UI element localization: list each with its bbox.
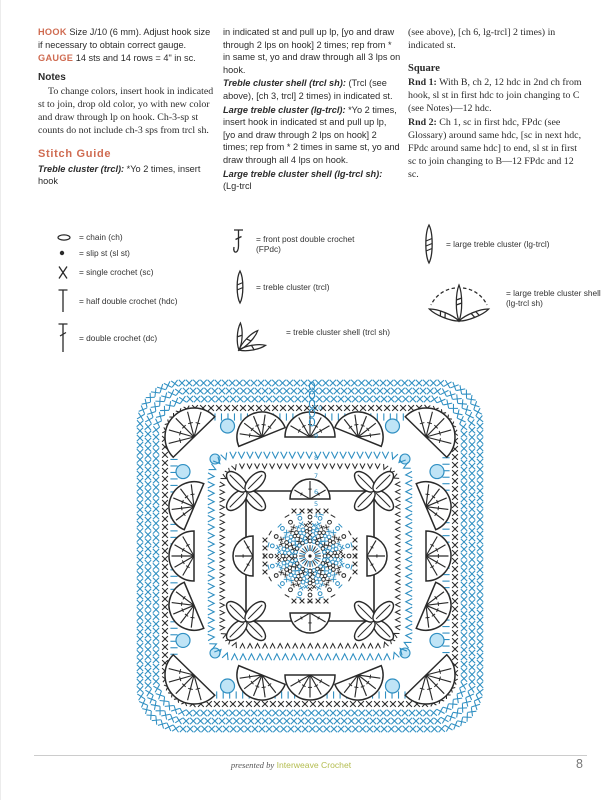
legend-label: = single crochet (sc)	[79, 266, 154, 277]
legend-label: = front post double crochet	[256, 233, 355, 244]
stitch-guide-heading: Stitch Guide	[38, 147, 112, 160]
round-2-label: Rnd 2:	[408, 117, 437, 128]
svg-text:5: 5	[314, 500, 319, 508]
hook-line	[38, 26, 216, 51]
stitch-key-column-1	[56, 230, 231, 354]
lgtrcl-definition	[223, 104, 401, 167]
svg-text:10: 10	[314, 404, 323, 412]
hook-text: Size J/10 (6 mm). Adjust hook size if necessary to obtain correct gauge.	[38, 27, 211, 50]
legend-item-fpdc	[231, 226, 421, 262]
legend-label: = chain (ch)	[79, 231, 123, 242]
round-1-text: With B, ch 2, 12 hdc in 2nd ch from hook, sl st in first hdc to join changing to C (see Notes)—12 hdc.	[408, 77, 582, 114]
svg-text:4: 4	[314, 512, 319, 520]
half-double-crochet-icon	[56, 288, 72, 314]
svg-text:8: 8	[314, 454, 319, 462]
single-crochet-icon	[56, 265, 72, 280]
legend-item-half-double-crochet	[56, 287, 231, 315]
front-post-double-crochet-icon	[231, 228, 249, 260]
trcl-text: *Yo 2 times, insert hook	[38, 163, 201, 187]
column-1	[38, 26, 216, 194]
text-columns	[38, 26, 587, 194]
presented-by-text: presented by	[230, 760, 275, 770]
column-2	[223, 26, 401, 194]
legend-label: = treble cluster (trcl)	[256, 281, 330, 292]
notes-heading: Notes	[38, 71, 66, 83]
crochet-chart	[127, 370, 493, 742]
treble-cluster-shell-icon	[231, 312, 279, 352]
legend-item-slip-stitch	[56, 246, 231, 260]
svg-text:3: 3	[314, 524, 319, 532]
svg-text:9: 9	[314, 432, 319, 440]
square-motif-chart-container	[127, 370, 493, 742]
svg-text:6: 6	[314, 488, 319, 496]
legend-item-treble-cluster-shell	[231, 311, 421, 353]
lgtrclsh-text: (Lg-trcl	[223, 181, 252, 192]
legend-item-double-crochet	[56, 322, 231, 354]
round-2-instructions	[408, 116, 585, 181]
legend-label: = treble cluster shell (trcl sh)	[286, 326, 390, 337]
legend-item-large-treble-cluster	[419, 222, 604, 266]
legend-item-treble-cluster	[231, 268, 421, 306]
trclsh-definition	[223, 77, 401, 102]
chain-icon	[56, 233, 72, 242]
trcl-definition-cont: in indicated st and pull up lp, [yo and draw through 2 lps on hook] 2 times; rep from * in same st, yo and draw through all 3 lps on hook.	[223, 27, 401, 75]
footer-rule	[34, 755, 587, 756]
round-1-instructions	[408, 76, 585, 115]
slip-stitch-icon	[56, 249, 72, 257]
double-crochet-icon	[56, 322, 72, 354]
brand-name[interactable]: Interweave Crochet	[276, 760, 352, 770]
stitch-key-column-2	[231, 226, 421, 353]
legend-label-group	[256, 234, 354, 255]
round-1-label: Rnd 1:	[408, 77, 437, 88]
legend-label: = double crochet (dc)	[79, 332, 158, 343]
legend-label-line2: (FPdc)	[256, 244, 281, 254]
page-number: 8	[576, 757, 583, 771]
legend-label-group	[506, 288, 601, 309]
large-treble-cluster-shell-icon	[419, 273, 499, 323]
notes-body: To change colors, insert hook in indicated st to join, drop old color, yo with new color and draw through lp on hook. Ch-3-sp st counts do not include ch-3 sps from trcl sh.	[38, 85, 214, 136]
large-treble-cluster-icon	[419, 223, 439, 265]
square-heading: Square	[408, 63, 440, 74]
treble-cluster-icon	[231, 269, 249, 305]
lgtrclsh-term: Large treble cluster shell (lg-trcl sh):	[223, 168, 383, 179]
lgtrclsh-definition	[223, 168, 401, 193]
legend-label: = large treble cluster shell	[506, 287, 601, 298]
legend-label: = half double crochet (hdc)	[79, 295, 178, 306]
legend-label: = large treble cluster (lg-trcl)	[446, 238, 550, 249]
column-3	[408, 26, 585, 194]
lgtrclsh-definition-cont: (see above), [ch 6, lg-trcl] 2 times) in indicated st.	[408, 27, 556, 51]
gauge-line	[38, 52, 216, 65]
legend-item-single-crochet	[56, 263, 231, 281]
legend-item-large-treble-cluster-shell	[419, 271, 604, 325]
trclsh-text: (Trcl (see above), [ch 3, trcl] 2 times) in indicated st.	[223, 78, 393, 101]
trclsh-term: Treble cluster shell (trcl sh):	[223, 78, 346, 89]
lgtrcl-text: *Yo 2 times, insert hook in indicated st and pull up lp, [yo and draw through 2 lps on hook] 2 times; rep from * 2 times in same st, yo and draw through all 4 lps on hook.	[223, 104, 400, 165]
trcl-term: Treble cluster (trcl):	[38, 163, 125, 174]
round-2-text: Ch 1, sc in first hdc, FPdc (see Glossary) around same hdc, [sc in next hdc, FPdc around same hdc] to end, sl st in first sc to join changing to B—12 FPdc and 12 sc.	[408, 117, 582, 180]
lgtrcl-term: Large treble cluster (lg-trcl):	[223, 104, 346, 115]
gauge-text: 14 sts and 14 rows = 4" in sc.	[73, 53, 196, 64]
legend-item-chain	[56, 230, 231, 244]
legend-label-line2: (lg-trcl sh)	[506, 298, 543, 308]
hook-label: HOOK	[38, 27, 67, 37]
trcl-definition-start	[38, 163, 216, 188]
stitch-key-column-3	[419, 222, 604, 325]
svg-text:7: 7	[314, 472, 319, 480]
legend-label: = slip st (sl st)	[79, 247, 130, 258]
footer-credit	[1, 760, 581, 770]
gauge-label: GAUGE	[38, 53, 74, 64]
